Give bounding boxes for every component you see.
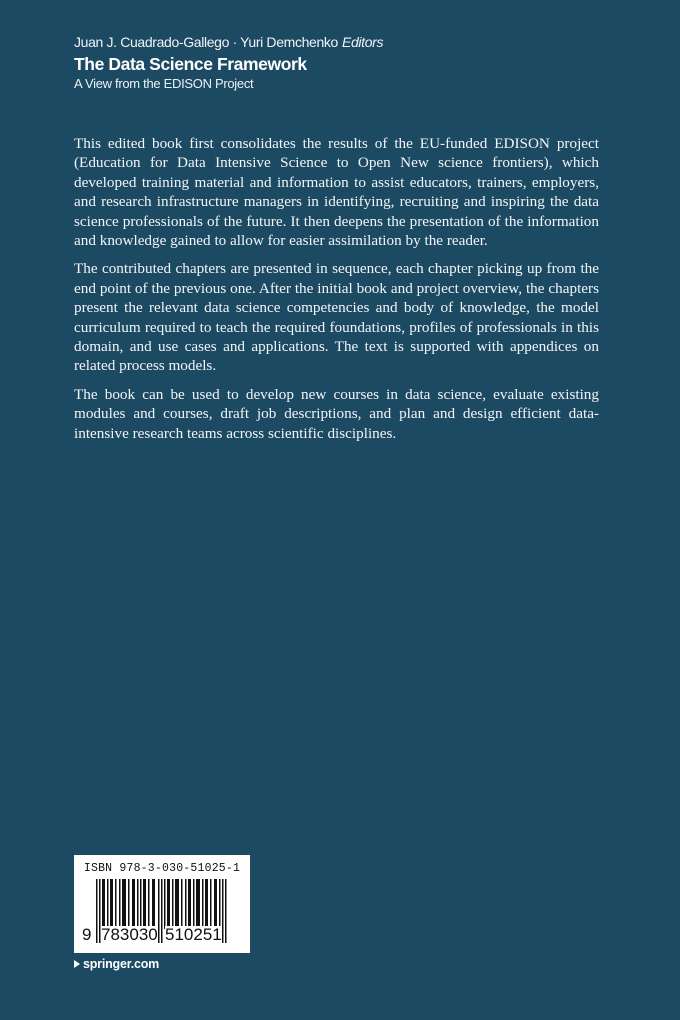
blurb-paragraph-1: This edited book first consolidates the results of the EU-funded EDISON project (Education for Data Intensive Science to Open New science frontiers), which developed training material and information to assist educators, trainers, employers, and research infrastructure managers in identifying, recruiting and inspiring the data science professionals of the future. It then deepens the presentation of the information and knowledge gained to allow for easier assimilation by the reader. (74, 135, 599, 250)
arrow-right-icon (74, 960, 80, 968)
blurb-paragraph-2: The contributed chapters are presented in sequence, each chapter picking up from the end point of the previous one. After the initial book and project overview, the chapters present the relevant data science competencies and body of knowledge, the model curriculum required to teach the required foundations, profiles of professionals in this domain, and use cases and applications. The text is supported with appendices on related process models. (74, 260, 599, 375)
editors-names: Juan J. Cuadrado-Gallego · Yuri Demchenko (74, 34, 338, 50)
ean-digits-left: 783030 (101, 925, 158, 944)
editors-role: Editors (342, 34, 384, 50)
back-cover-blurb (74, 134, 599, 452)
blurb-paragraph-3: The book can be used to develop new courses in data science, evaluate existing modules and courses, draft job descriptions, and plan and design efficient data-intensive research teams across scientific disciplines. (74, 385, 599, 442)
ean-digit-first: 9 (82, 925, 92, 944)
springer-link-text: springer.com (83, 957, 160, 971)
springer-link[interactable] (74, 956, 159, 972)
isbn-barcode (74, 855, 250, 953)
isbn-label: ISBN 978-3-030-51025-1 (83, 862, 241, 875)
editors-line (74, 33, 383, 51)
cover-header (74, 33, 383, 93)
book-title: The Data Science Framework (74, 54, 307, 74)
book-subtitle: A View from the EDISON Project (74, 76, 254, 91)
ean-digits-right: 510251 (165, 925, 222, 944)
